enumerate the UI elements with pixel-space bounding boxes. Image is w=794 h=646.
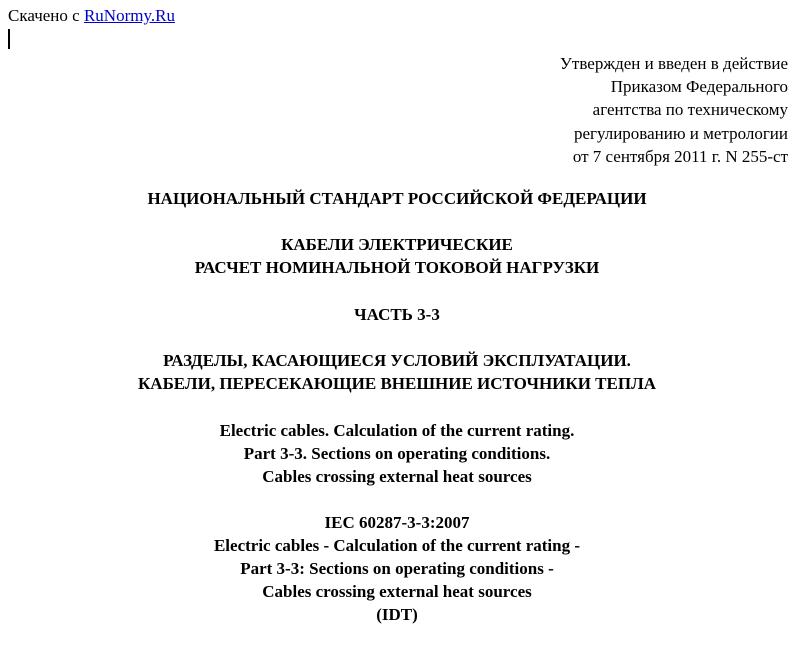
runormy-link[interactable]: RuNormy.Ru (83, 6, 175, 25)
title-en-line: Electric cables. Calculation of the current rating. (219, 421, 575, 440)
english-title-block (0, 419, 794, 488)
iec-number: IEC 60287-3-3:2007 (324, 513, 470, 532)
approval-line: Утвержден и введен в действие (559, 54, 788, 73)
iec-identity: (IDT) (376, 605, 418, 624)
text-cursor (8, 29, 10, 49)
title-ru-line: РАСЧЕТ НОМИНАЛЬНОЙ ТОКОВОЙ НАГРУЗКИ (194, 258, 600, 277)
title-en-line: Cables crossing external heat sources (262, 467, 532, 486)
subtitle-ru-line: РАЗДЕЛЫ, КАСАЮЩИЕСЯ УСЛОВИЙ ЭКСПЛУАТАЦИИ. (163, 351, 631, 370)
iec-block (0, 511, 794, 626)
source-prefix: Скачено с (8, 6, 84, 25)
part-heading (0, 303, 794, 326)
part-number: ЧАСТЬ 3-3 (354, 305, 440, 324)
iec-line: Electric cables - Calculation of the current rating - (213, 536, 581, 555)
approval-line: Приказом Федерального (610, 77, 788, 97)
approval-line: агентства по техническому (592, 100, 788, 120)
iec-line: Cables crossing external heat sources (262, 582, 532, 601)
approval-block (428, 52, 788, 168)
national-standard-title: НАЦИОНАЛЬНЫЙ СТАНДАРТ РОССИЙСКОЙ ФЕДЕРАЦИИ (147, 189, 647, 208)
national-standard-heading (0, 187, 794, 210)
russian-title-block (0, 233, 794, 279)
approval-line: от 7 сентября 2011 г. N 255-ст (572, 146, 788, 166)
approval-line: регулированию и метрологии (573, 123, 788, 143)
title-ru-line: КАБЕЛИ ЭЛЕКТРИЧЕСКИЕ (281, 235, 513, 254)
russian-subtitle-block (0, 349, 794, 395)
subtitle-ru-line: КАБЕЛИ, ПЕРЕСЕКАЮЩИЕ ВНЕШНИЕ ИСТОЧНИКИ ТЕПЛА (137, 374, 657, 393)
iec-line: Part 3-3: Sections on operating conditions - (240, 559, 554, 578)
source-line (8, 6, 175, 26)
title-en-line: Part 3-3. Sections on operating conditions. (243, 444, 551, 463)
